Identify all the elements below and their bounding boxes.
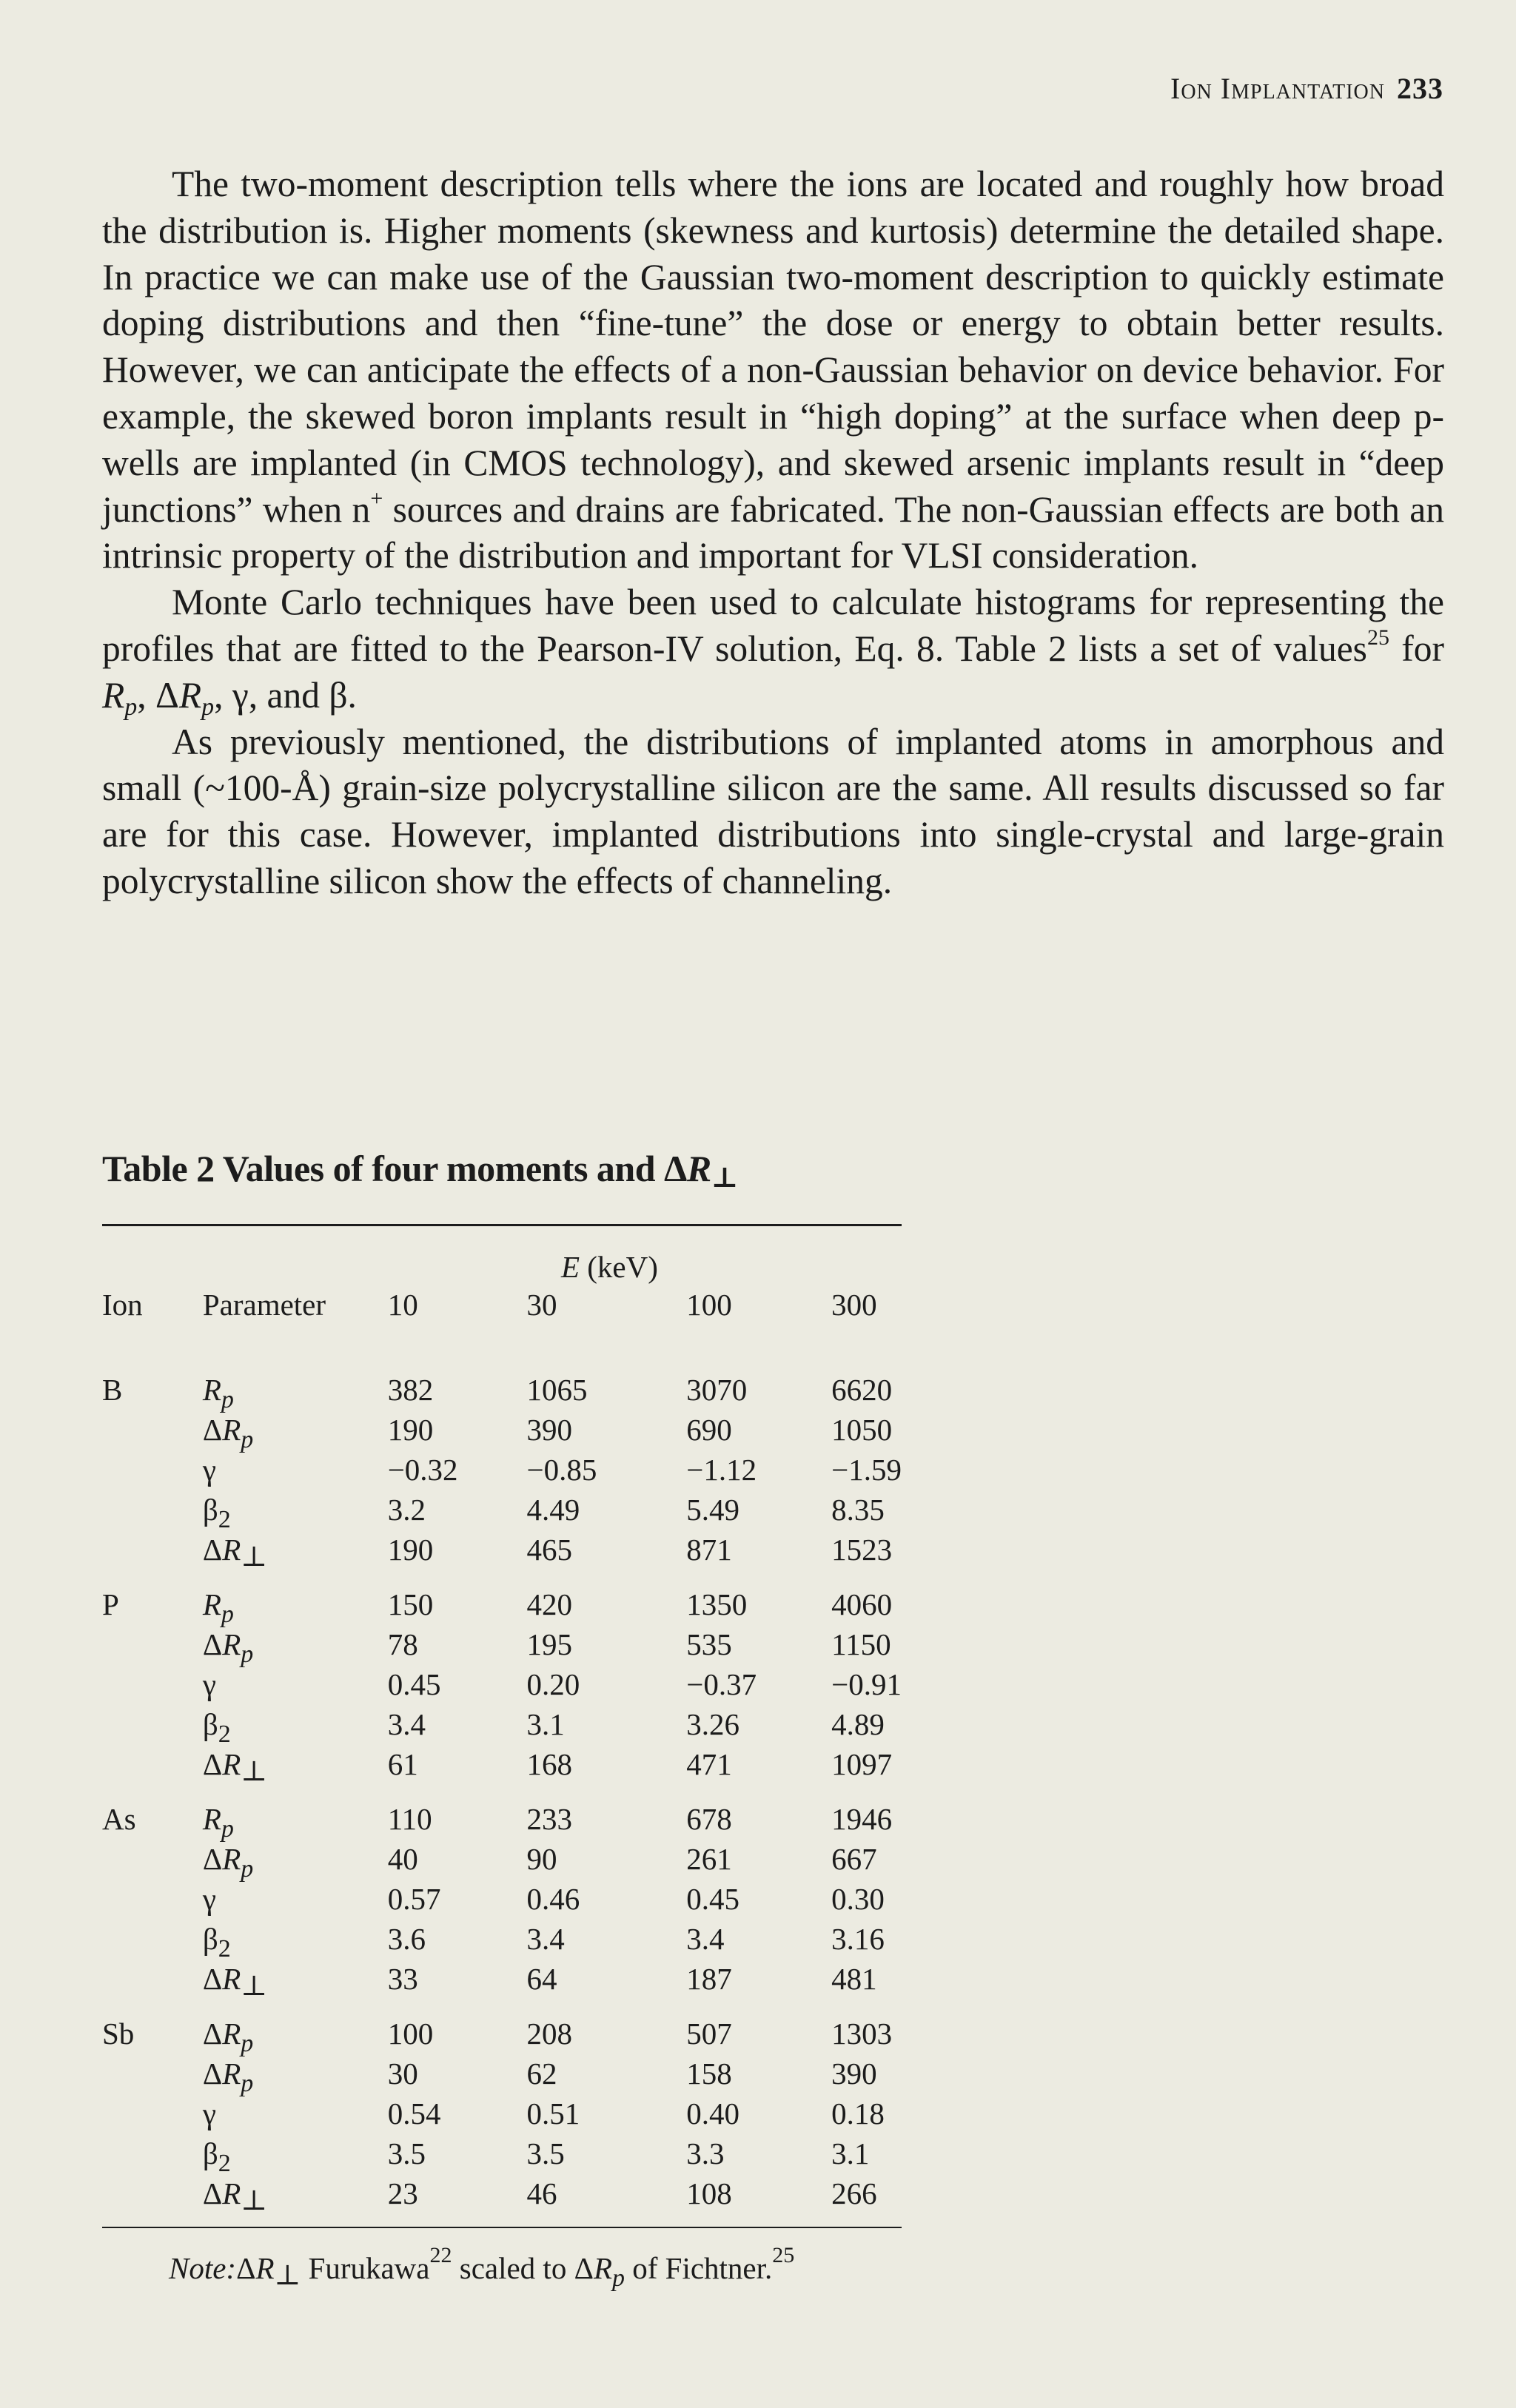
ion-cell <box>102 1624 203 1664</box>
table-row <box>102 1959 902 1999</box>
value-cell: 0.45 <box>686 1882 740 1916</box>
value-cell: 1303 <box>831 2017 893 2051</box>
ion-cell <box>102 1919 203 1959</box>
column-header-ion: Ion <box>102 1288 143 1322</box>
value-cell: 3.4 <box>526 1922 565 1956</box>
value-cell: 382 <box>387 1373 434 1407</box>
table-row <box>102 1450 902 1490</box>
ion-cell: Sb <box>102 2017 135 2051</box>
value-cell: 1050 <box>831 1413 893 1447</box>
value-cell: 0.57 <box>387 1882 441 1916</box>
value-cell: 690 <box>686 1413 732 1447</box>
value-cell: 0.54 <box>387 2096 441 2130</box>
value-cell: 1350 <box>686 1587 748 1621</box>
parameter-cell: ΔR⊥ <box>202 1962 268 2002</box>
value-cell: −1.59 <box>831 1453 902 1487</box>
parameter-cell: $\beta_2$ <box>202 1707 231 1748</box>
table-row <box>102 1664 902 1704</box>
parameter-cell: $R_p$ <box>202 1587 234 1628</box>
parameter-cell: $\Delta R_p$ <box>202 1842 254 1883</box>
value-cell: 0.30 <box>831 1882 885 1916</box>
value-cell: 3.1 <box>526 1707 565 1741</box>
table-row <box>102 1704 902 1744</box>
ion-cell: P <box>102 1587 119 1621</box>
value-cell: 465 <box>526 1533 573 1567</box>
paragraph-1: The two-moment description tells where the ions are located and roughly how broad the distribution is. Higher moments (skewness and kurtosis) determine the detailed shape. In practice we can make use of the Gaussian two-moment description to quickly estimate doping distributions and then “fine-tune” the dose or energy to obtain better results. However, we can anticipate the effects of a non-Gaussian behavior on device behavior. For example, the skewed boron implants result in “high doping” at the surface when deep p-wells are implanted (in CMOS technology), and skewed arsenic implants result in “deep junctions” when n+ sources and drains are fabricated. The non-Gaussian effects are both an intrinsic property of the distribution and important for VLSI consideration. <box>102 164 1444 576</box>
value-cell: 208 <box>526 2017 573 2051</box>
value-cell: 23 <box>387 2176 418 2210</box>
ion-cell <box>102 1744 203 1784</box>
value-cell: 0.18 <box>831 2096 885 2130</box>
value-cell: 3.4 <box>387 1707 426 1741</box>
value-cell: 46 <box>526 2176 557 2210</box>
table-row <box>102 2054 902 2093</box>
table-row <box>102 1879 902 1919</box>
ion-cell: As <box>102 1802 136 1836</box>
ion-cell <box>102 1410 203 1450</box>
ion-cell <box>102 1879 203 1919</box>
value-cell: 190 <box>387 1413 434 1447</box>
ion-cell <box>102 2173 203 2227</box>
value-cell: 667 <box>831 1842 877 1876</box>
body-text <box>102 161 1444 905</box>
value-cell: 0.46 <box>526 1882 580 1916</box>
value-cell: 4.49 <box>526 1493 580 1527</box>
value-cell: −0.85 <box>526 1453 597 1487</box>
value-cell: 535 <box>686 1627 732 1661</box>
table-row <box>102 1410 902 1450</box>
value-cell: 3.5 <box>526 2136 565 2170</box>
value-cell: −0.32 <box>387 1453 458 1487</box>
value-cell: 0.51 <box>526 2096 580 2130</box>
parameter-cell: ΔR⊥ <box>202 1747 268 1787</box>
value-cell: 481 <box>831 1962 877 1996</box>
column-header-energy: 300 <box>831 1288 877 1322</box>
moments-table <box>102 1226 902 2227</box>
value-cell: 1946 <box>831 1802 893 1836</box>
paragraph-2: Monte Carlo techniques have been used to calculate histograms for representing the profiles that are fitted to the Pearson-IV solution, Eq. 8. Table 2 lists a set of values$^{25}$ for $R_p$, $\Delta R_p$, γ, and β. <box>102 582 1444 721</box>
parameter-cell: ΔR⊥ <box>202 1533 268 1573</box>
table-body <box>102 1352 902 2227</box>
value-cell: 62 <box>526 2056 557 2091</box>
column-header-energy: 100 <box>686 1288 732 1322</box>
value-cell: 678 <box>686 1802 732 1836</box>
value-cell: 3.1 <box>831 2136 870 2170</box>
parameter-cell: $\beta_2$ <box>202 1922 231 1963</box>
ion-cell <box>102 1530 203 1570</box>
parameter-cell: $\beta_2$ <box>202 1493 231 1533</box>
value-cell: 3.4 <box>686 1922 725 1956</box>
page-number: 233 <box>1397 72 1443 105</box>
value-cell: 1097 <box>831 1747 893 1781</box>
value-cell: 4060 <box>831 1587 893 1621</box>
table-row <box>102 1352 902 1410</box>
value-cell: 1065 <box>526 1373 588 1407</box>
parameter-cell: γ <box>202 2096 216 2130</box>
value-cell: 168 <box>526 1747 573 1781</box>
value-cell: 3.2 <box>387 1493 426 1527</box>
column-header-parameter: Parameter <box>202 1288 326 1322</box>
value-cell: 0.40 <box>686 2096 740 2130</box>
table-bottom-rule <box>102 2227 902 2228</box>
value-cell: 30 <box>387 2056 418 2091</box>
value-cell: 390 <box>526 1413 573 1447</box>
table-row <box>102 1919 902 1959</box>
table-note: Note:ΔR⊥ Furukawa$^{22}$ scaled to $\Delta R_p$ of Fichtner.$^{25}$ <box>169 2243 795 2292</box>
ion-cell <box>102 1704 203 1744</box>
parameter-cell: $\Delta R_p$ <box>202 1413 254 1453</box>
value-cell: 64 <box>526 1962 557 1996</box>
energy-header: E (keV) <box>560 1250 658 1284</box>
table-title: Table 2 Values of four moments and ΔR⊥ <box>102 1148 738 1194</box>
superscript-plus: + <box>370 485 383 511</box>
value-cell: 8.35 <box>831 1493 885 1527</box>
running-title: Ion Implantation <box>1170 72 1385 105</box>
value-cell: 3.5 <box>387 2136 426 2170</box>
parameter-cell: γ <box>202 1882 216 1916</box>
ion-cell <box>102 2133 203 2173</box>
parameter-cell: γ <box>202 1453 216 1487</box>
ion-cell <box>102 1839 203 1879</box>
value-cell: 150 <box>387 1587 434 1621</box>
ion-cell <box>102 1664 203 1704</box>
value-cell: 233 <box>526 1802 573 1836</box>
table-row <box>102 1624 902 1664</box>
value-cell: 3.16 <box>831 1922 885 1956</box>
running-header <box>1170 71 1443 106</box>
value-cell: 871 <box>686 1533 732 1567</box>
value-cell: 187 <box>686 1962 732 1996</box>
table-row <box>102 1999 902 2054</box>
value-cell: 3.3 <box>686 2136 725 2170</box>
value-cell: 100 <box>387 2017 434 2051</box>
table-row <box>102 1784 902 1839</box>
parameter-cell: $\beta_2$ <box>202 2136 231 2177</box>
value-cell: 190 <box>387 1533 434 1567</box>
table-row <box>102 2093 902 2133</box>
table-row <box>102 1490 902 1530</box>
value-cell: 61 <box>387 1747 418 1781</box>
ion-cell: B <box>102 1373 123 1407</box>
table-row <box>102 1570 902 1624</box>
parameter-cell: γ <box>202 1667 216 1701</box>
value-cell: 4.89 <box>831 1707 885 1741</box>
column-header-energy: 10 <box>387 1288 418 1322</box>
value-cell: 40 <box>387 1842 418 1876</box>
value-cell: 266 <box>831 2176 877 2210</box>
ion-cell <box>102 1490 203 1530</box>
value-cell: 1523 <box>831 1533 893 1567</box>
value-cell: −0.91 <box>831 1667 902 1701</box>
parameter-cell: $R_p$ <box>202 1373 234 1413</box>
value-cell: 6620 <box>831 1373 893 1407</box>
parameter-cell: $R_p$ <box>202 1802 234 1843</box>
value-cell: 1150 <box>831 1627 891 1661</box>
value-cell: 5.49 <box>686 1493 740 1527</box>
value-cell: 390 <box>831 2056 877 2091</box>
table-row <box>102 2173 902 2227</box>
value-cell: 110 <box>387 1802 432 1836</box>
value-cell: 3070 <box>686 1373 748 1407</box>
value-cell: 420 <box>526 1587 573 1621</box>
value-cell: 3.6 <box>387 1922 426 1956</box>
value-cell: 471 <box>686 1747 732 1781</box>
value-cell: 78 <box>387 1627 418 1661</box>
column-header-energy: 30 <box>526 1288 557 1322</box>
value-cell: 507 <box>686 2017 732 2051</box>
table-row <box>102 1839 902 1879</box>
value-cell: 0.45 <box>387 1667 441 1701</box>
ion-cell <box>102 2093 203 2133</box>
value-cell: 33 <box>387 1962 418 1996</box>
table-2 <box>102 1147 902 2292</box>
parameter-cell: $\Delta R_p$ <box>202 2017 254 2057</box>
table-row <box>102 1530 902 1570</box>
value-cell: 261 <box>686 1842 732 1876</box>
parameter-cell: $\Delta R_p$ <box>202 2056 254 2097</box>
table-row <box>102 1744 902 1784</box>
ion-cell <box>102 2054 203 2093</box>
value-cell: 0.20 <box>526 1667 580 1701</box>
value-cell: −0.37 <box>686 1667 757 1701</box>
parameter-cell: $\Delta R_p$ <box>202 1627 254 1668</box>
ion-cell <box>102 1450 203 1490</box>
value-cell: 158 <box>686 2056 732 2091</box>
parameter-cell: ΔR⊥ <box>202 2176 268 2216</box>
ion-cell <box>102 1959 203 1999</box>
reference-25: 25 <box>1366 625 1389 650</box>
value-cell: −1.12 <box>686 1453 757 1487</box>
value-cell: 3.26 <box>686 1707 740 1741</box>
value-cell: 108 <box>686 2176 732 2210</box>
value-cell: 90 <box>526 1842 557 1876</box>
paragraph-3: As previously mentioned, the distributions of implanted atoms in amorphous and small (~100-Å) grain-size polycrystalline silicon are the same. All results discussed so far are for this case. However, implanted distributions into single-crystal and large-grain polycrystalline silicon show the effects of channeling. <box>102 721 1444 901</box>
table-row <box>102 2133 902 2173</box>
value-cell: 195 <box>526 1627 573 1661</box>
